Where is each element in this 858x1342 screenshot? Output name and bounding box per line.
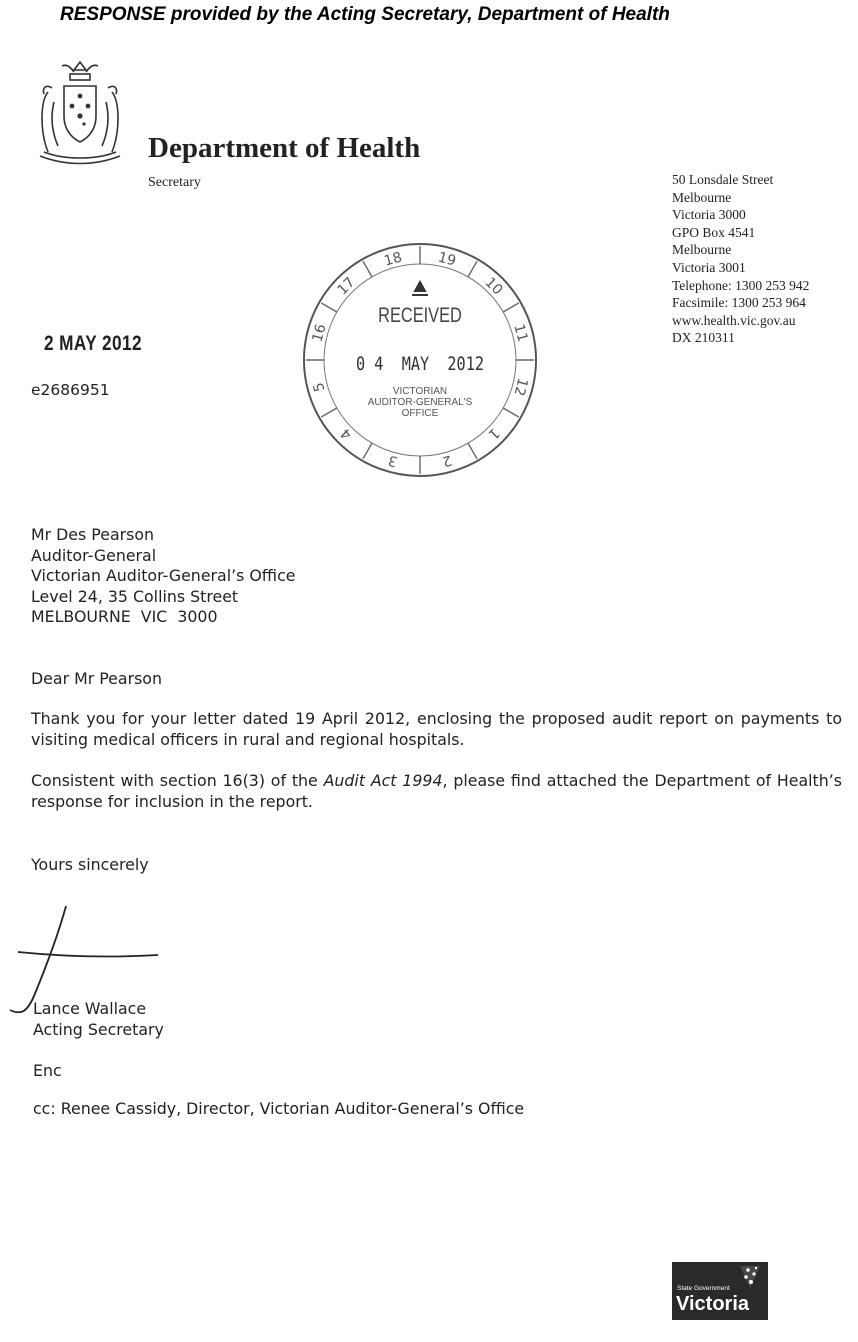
recipient-address [31,525,295,628]
stamp-dial-label: 11 [510,322,531,344]
stamp-office-line3: OFFICE [401,408,439,419]
salutation: Dear Mr Pearson [31,669,162,688]
address-line: Victoria 3000 [672,207,746,223]
signatory-title: Acting Secretary [33,1020,164,1039]
stamp-dial-tick [321,408,337,417]
southern-cross-icon [736,1264,764,1290]
stamp-received-text: RECEIVED [378,303,462,327]
address-line: Victoria 3001 [672,259,746,275]
closing: Yours sincerely [31,855,149,874]
paragraph-2-text: Consistent with section 16(3) of the [31,771,324,790]
act-title: Audit Act 1994 [323,771,443,790]
recipient-line: Auditor-General [31,545,157,565]
stamp-dial-label: 5 [310,380,329,394]
letter-reference: e2686951 [31,381,110,399]
coat-of-arms-icon [30,52,130,170]
paragraph-1: Thank you for your letter dated 19 April 2012, enclosing the proposed audit report on payments to visiting medical officers in rural and regional hospitals. [31,709,842,749]
recipient-line: Level 24, 35 Collins Street [31,586,239,606]
page-header-title: RESPONSE provided by the Acting Secretary, Department of Health [60,4,670,25]
paragraph-2 [31,770,842,812]
letterhead-address [672,171,809,347]
address-line: Melbourne [672,189,732,205]
stamp-dial-label: 18 [382,249,404,270]
department-name: Department of Health [148,132,421,164]
stamp-dial-tick [321,303,337,312]
recipient-line: MELBOURNE VIC 3000 [31,607,218,627]
signatory-name: Lance Wallace [33,999,147,1018]
received-stamp [300,240,540,480]
address-line: Facsimile: 1300 253 964 [672,295,806,311]
stamp-dial-label: 12 [510,376,531,398]
stamp-dial-tick [503,303,519,312]
stamp-dial-label: 17 [334,274,359,299]
stamp-dial-label: 3 [386,451,400,470]
enclosure-note: Enc [33,1061,62,1080]
logo-line2: Victoria [676,1293,749,1315]
paragraph-2-text: , please find attached the Department of Health’s response for inclusion in the report. [31,771,843,811]
address-line: Telephone: 1300 253 942 [672,277,810,293]
logo-line1: State Government [677,1285,730,1292]
stamp-office-line1: VICTORIAN [392,386,448,397]
stamp-dial-tick [363,261,372,277]
stamp-dial-label: 16 [309,322,330,344]
stamp-dial-tick [363,443,372,459]
stamp-dial-label: 19 [436,249,458,270]
recipient-line: Victorian Auditor-General’s Office [31,566,296,586]
address-line: Melbourne [672,242,732,258]
stamp-office-line2: AUDITOR-GENERAL'S [367,397,473,408]
stamp-date: 0 4 MAY 2012 [356,353,484,376]
cc-line: cc: Renee Cassidy, Director, Victorian Auditor-General’s Office [33,1099,525,1118]
signatory [33,998,164,1040]
victoria-government-logo [672,1262,768,1320]
stamp-dial-label: 10 [481,274,506,299]
address-line: DX 210311 [672,330,735,346]
stamp-dial-tick [503,408,519,417]
department-role: Secretary [148,175,201,190]
stamp-dial-tick [468,443,477,459]
address-line: www.health.vic.gov.au [672,312,796,328]
stamp-dial-label: 1 [484,424,503,443]
stamp-dial-label: 2 [440,451,454,470]
address-line: 50 Lonsdale Street [672,172,774,187]
stamp-dial-tick [468,261,477,277]
recipient-line: Mr Des Pearson [31,525,155,544]
stamp-dial-label: 4 [337,424,356,443]
letter-date: 2 MAY 2012 [44,332,142,355]
address-line: GPO Box 4541 [672,224,756,240]
